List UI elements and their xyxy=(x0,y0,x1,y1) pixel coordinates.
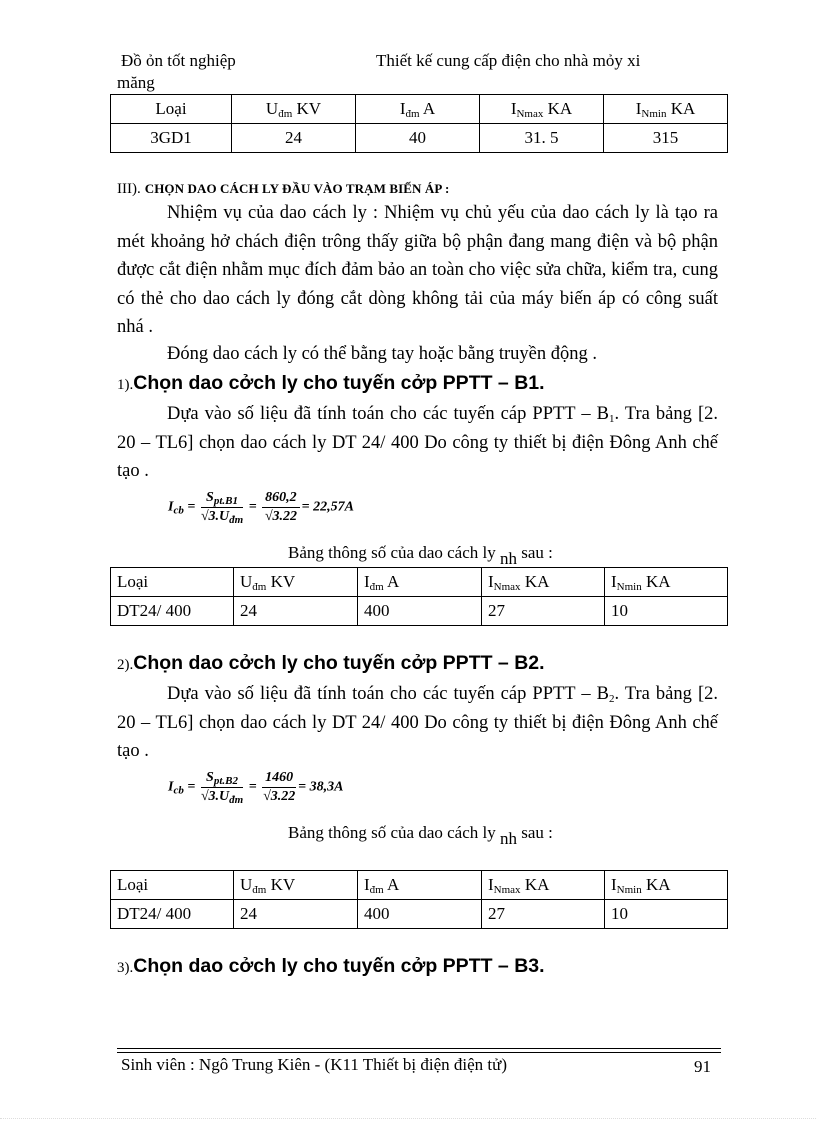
header-cell: $I_{đm}$ A xyxy=(358,568,482,597)
table-cell: 10 xyxy=(605,900,728,929)
table-cell: 40 xyxy=(356,124,480,153)
disconnector-spec-table-b2 xyxy=(110,870,728,929)
header-cell: Loại xyxy=(111,95,232,124)
formula-b1: $I_{cb}$ = $\frac{S_{pt.B1}}{√3.U_{đm}}$ = $\frac{860,2}{√3.22}$ = 22,57A xyxy=(168,490,354,526)
header-cell: Loại xyxy=(111,871,234,900)
header-cell: $I_{Nmax}$ KA xyxy=(482,568,605,597)
header-cell: $I_{Nmax}$ KA xyxy=(480,95,604,124)
table-header-row xyxy=(111,568,728,597)
table-cell: 27 xyxy=(482,900,605,929)
table-cell: 10 xyxy=(605,597,728,626)
subsection-heading-1: 1).Chọn dao cởch ly cho tuyến cởp PPTT – B1. xyxy=(117,372,545,394)
table-header-row xyxy=(111,95,728,124)
header-cell: $U_{đm}$ KV xyxy=(234,568,358,597)
header-cell: $I_{Nmax}$ KA xyxy=(482,871,605,900)
header-cell: Loại xyxy=(111,568,234,597)
header-cell: $U_{đm}$ KV xyxy=(232,95,356,124)
subsection-heading-2: 2).Chọn dao cởch ly cho tuyến cởp PPTT – B2. xyxy=(117,652,545,674)
table-cell: 24 xyxy=(232,124,356,153)
table-header-row xyxy=(111,871,728,900)
subsection-heading-3: 3).Chọn dao cởch ly cho tuyến cởp PPTT – B3. xyxy=(117,955,545,977)
table-cell: 31. 5 xyxy=(480,124,604,153)
header-cell: $I_{Nmin}$ KA xyxy=(605,568,728,597)
header-title-right: Thiết kế cung cấp điện cho nhà mỏy xi xyxy=(376,51,641,70)
paragraph-operation: Đóng dao cách ly có thể bằng tay hoặc bằng truyền động . xyxy=(167,344,597,364)
table-cell: 24 xyxy=(234,597,358,626)
table-row xyxy=(111,124,728,153)
header-cell: $I_{đm}$ A xyxy=(356,95,480,124)
header-cell: $U_{đm}$ KV xyxy=(234,871,358,900)
disconnector-spec-table-b1 xyxy=(110,567,728,626)
page-edge xyxy=(0,1118,816,1119)
table-row xyxy=(111,597,728,626)
paragraph-duty: Nhiệm vụ của dao cách ly : Nhiệm vụ chủ yếu của dao cách ly là tạo ra mét khoảng hở chách điện trông thấy giữa bộ phận đang mang điện và bộ phận được cắt điện nhằm mục đích đảm bảo an toàn cho việc sửa chữa, kiểm tra, cung có thẻ cho dao cách ly đóng cắt dòng không tải của máy biến áp có công suất nhá . xyxy=(117,203,718,337)
paragraph-b1: Dựa vào số liệu đã tính toán cho các tuyến cáp PPTT – $B_1$. Tra bảng [2. 20 – TL6] chọn dao cách ly DT 24/ 400 Do công ty thiết bị điện Đông Anh chế tạo . xyxy=(117,404,718,481)
breaker-spec-table xyxy=(110,94,728,153)
header-cell: $I_{Nmin}$ KA xyxy=(605,871,728,900)
page-number: 91 xyxy=(694,1057,711,1076)
table-caption-b1: Bảng thông số của dao cách ly nh sau : xyxy=(288,543,553,568)
footer-rule-top xyxy=(117,1048,721,1049)
table-cell: 400 xyxy=(358,900,482,929)
header-title-continued: măng xyxy=(117,73,155,92)
table-caption-b2: Bảng thông số của dao cách ly nh sau : xyxy=(288,823,553,848)
footer-author: Sinh viên : Ngô Trung Kiên - (K11 Thiết bị điện điện tử) xyxy=(121,1055,508,1074)
formula-b2: $I_{cb}$ = $\frac{S_{pt.B2}}{√3.U_{đm}}$ = $\frac{1460}{√3.22}$ = 38,3A xyxy=(168,770,344,806)
table-row xyxy=(111,900,728,929)
table-cell: DT24/ 400 xyxy=(111,597,234,626)
section-heading: III). CHỌN DAO CÁCH LY ĐẦU VÀO TRẠM BIẾN ÁP : xyxy=(117,181,450,197)
table-cell: 24 xyxy=(234,900,358,929)
table-cell: 400 xyxy=(358,597,482,626)
table-cell: 315 xyxy=(604,124,728,153)
header-cell: $I_{đm}$ A xyxy=(358,871,482,900)
footer-rule-bottom xyxy=(117,1052,721,1053)
paragraph-b2: Dựa vào số liệu đã tính toán cho các tuyến cáp PPTT – $B_2$. Tra bảng [2. 20 – TL6] chọn dao cách ly DT 24/ 400 Do công ty thiết bị điện Đông Anh chế tạo . xyxy=(117,684,718,761)
table-cell: DT24/ 400 xyxy=(111,900,234,929)
header-title-left: Đồ ỏn tốt nghiệp xyxy=(121,51,236,70)
table-cell: 3GD1 xyxy=(111,124,232,153)
header-cell: $I_{Nmin}$ KA xyxy=(604,95,728,124)
table-cell: 27 xyxy=(482,597,605,626)
